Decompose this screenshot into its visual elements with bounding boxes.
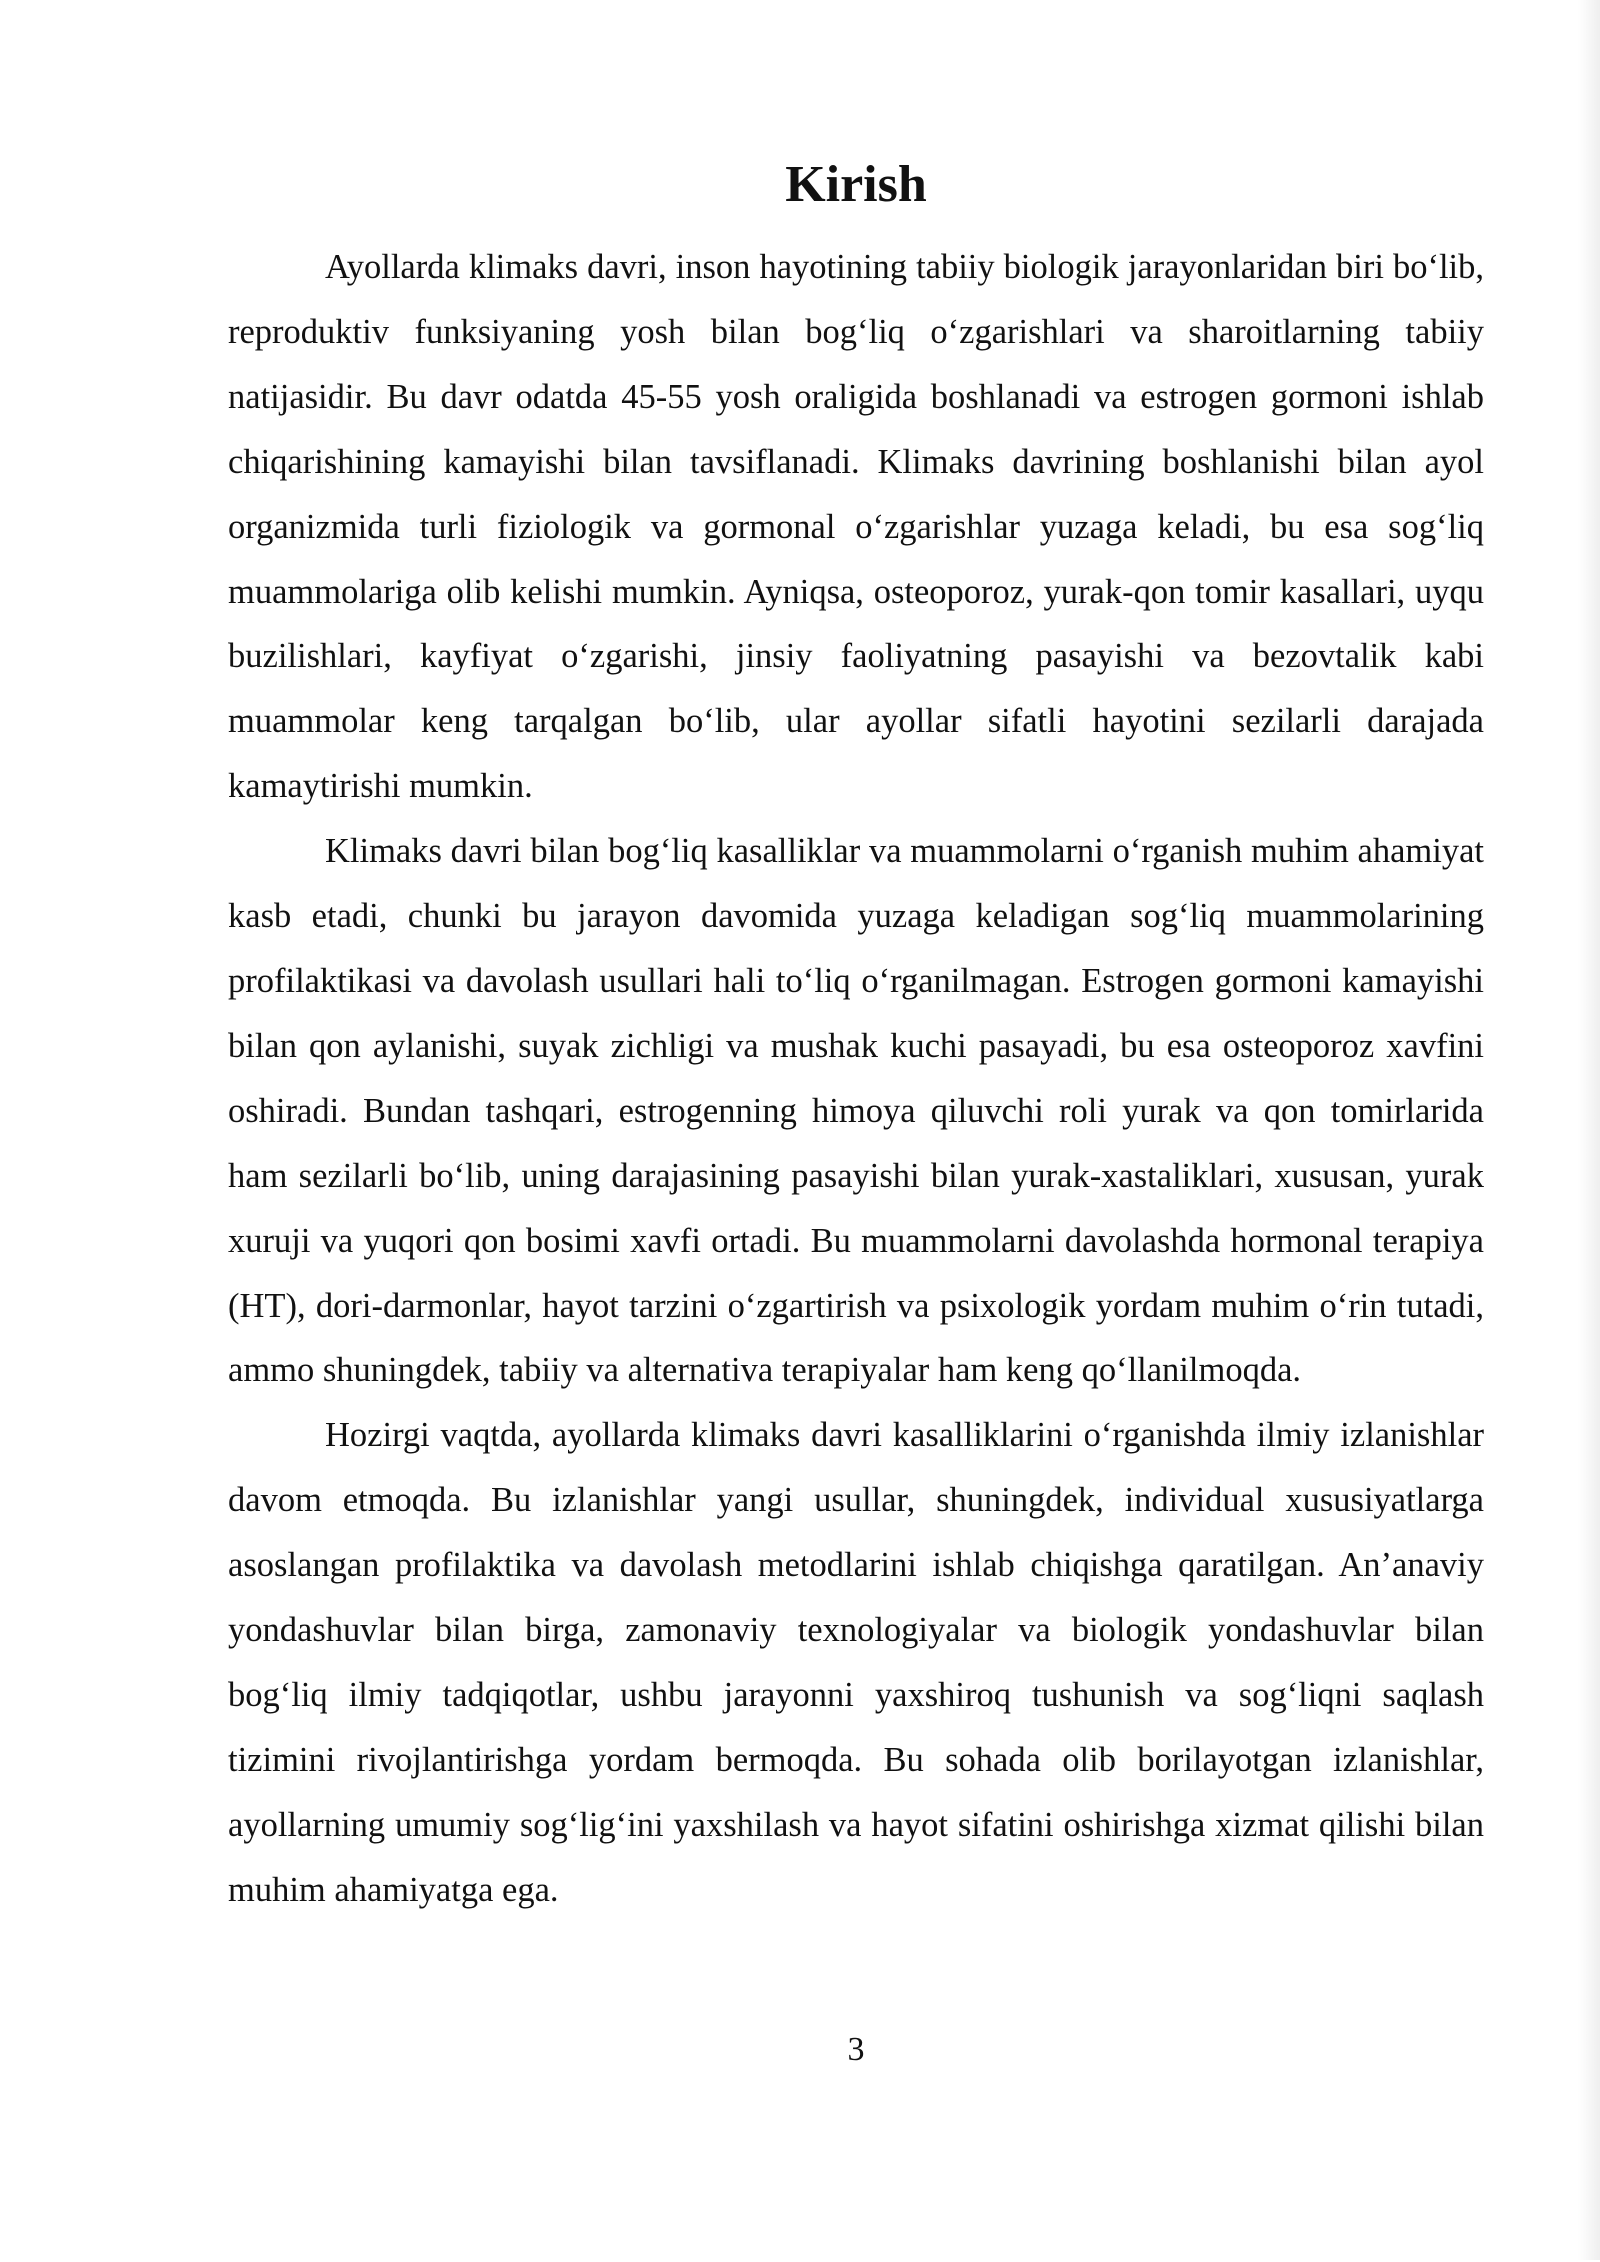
page-number: 3 (847, 2031, 865, 2068)
paragraph-2: Klimaks davri bilan bog‘liq kasalliklar va muammolarni o‘rganish muhim ahamiyat kasb etadi, chunki bu jarayon davomida yuzaga keladigan sog‘liq muammolarining profilaktikasi va davolash usullari hali to‘liq o‘rganilmagan. Estrogen gormoni kamayishi bilan qon aylanishi, suyak zichligi va mushak kuchi pasayadi, bu esa osteoporoz xavfini oshiradi. Bundan tashqari, estrogenning himoya qiluvchi roli yurak va qon tomirlarida ham sezilarli bo‘lib, uning darajasining pasayishi bilan yurak-xastaliklari, xususan, yurak xuruji va yuqori qon bosimi xavfi ortadi. Bu muammolarni davolashda hormonal terapiya (HT), dori-darmonlar, hayot tarzini o‘zgartirish va psixologik yordam muhim o‘rin tutadi, ammo shuningdek, tabiiy va alternativa terapiyalar ham keng qo‘llanilmoqda. (228, 832, 1484, 1390)
page-title: Kirish (785, 156, 927, 213)
paragraph-3: Hozirgi vaqtda, ayollarda klimaks davri kasalliklarini o‘rganishda ilmiy izlanishlar davom etmoqda. Bu izlanishlar yangi usullar, shuningdek, individual xususiyatlarga asoslangan profilaktika va davolash metodlarini ishlab chiqishga qaratilgan. An’anaviy yondashuvlar bilan birga, zamonaviy texnologiyalar va biologik yondashuvlar bilan bog‘liq ilmiy tadqiqotlar, ushbu jarayonni yaxshiroq tushunish va sog‘liqni saqlash tizimini rivojlantirishga yordam bermoqda. Bu sohada olib borilayotgan izlanishlar, ayollarning umumiy sog‘lig‘ini yaxshilash va hayot sifatini oshirishga xizmat qilishi bilan muhim ahamiyatga ega. (228, 1416, 1484, 1909)
paragraph-1: Ayollarda klimaks davri, inson hayotining tabiiy biologik jarayonlaridan biri bo‘lib, reproduktiv funksiyaning yosh bilan bog‘liq o‘zgarishlari va sharoitlarning tabiiy natijasidir. Bu davr odatda 45-55 yosh oraligida boshlanadi va estrogen gormoni ishlab chiqarishining kamayishi bilan tavsiflanadi. Klimaks davrining boshlanishi bilan ayol organizmida turli fiziologik va gormonal o‘zgarishlar yuzaga keladi, bu esa sog‘liq muammolariga olib kelishi mumkin. Ayniqsa, osteoporoz, yurak-qon tomir kasallari, uyqu buzilishlari, kayfiyat o‘zgarishi, jinsiy faoliyatning pasayishi va bezovtalik kabi muammolar keng tarqalgan bo‘lib, ular ayollar sifatli hayotini sezilarli darajada kamaytirishi mumkin. (228, 248, 1484, 806)
page-edge-shadow (1578, 0, 1600, 2260)
body-text (228, 235, 1484, 1923)
